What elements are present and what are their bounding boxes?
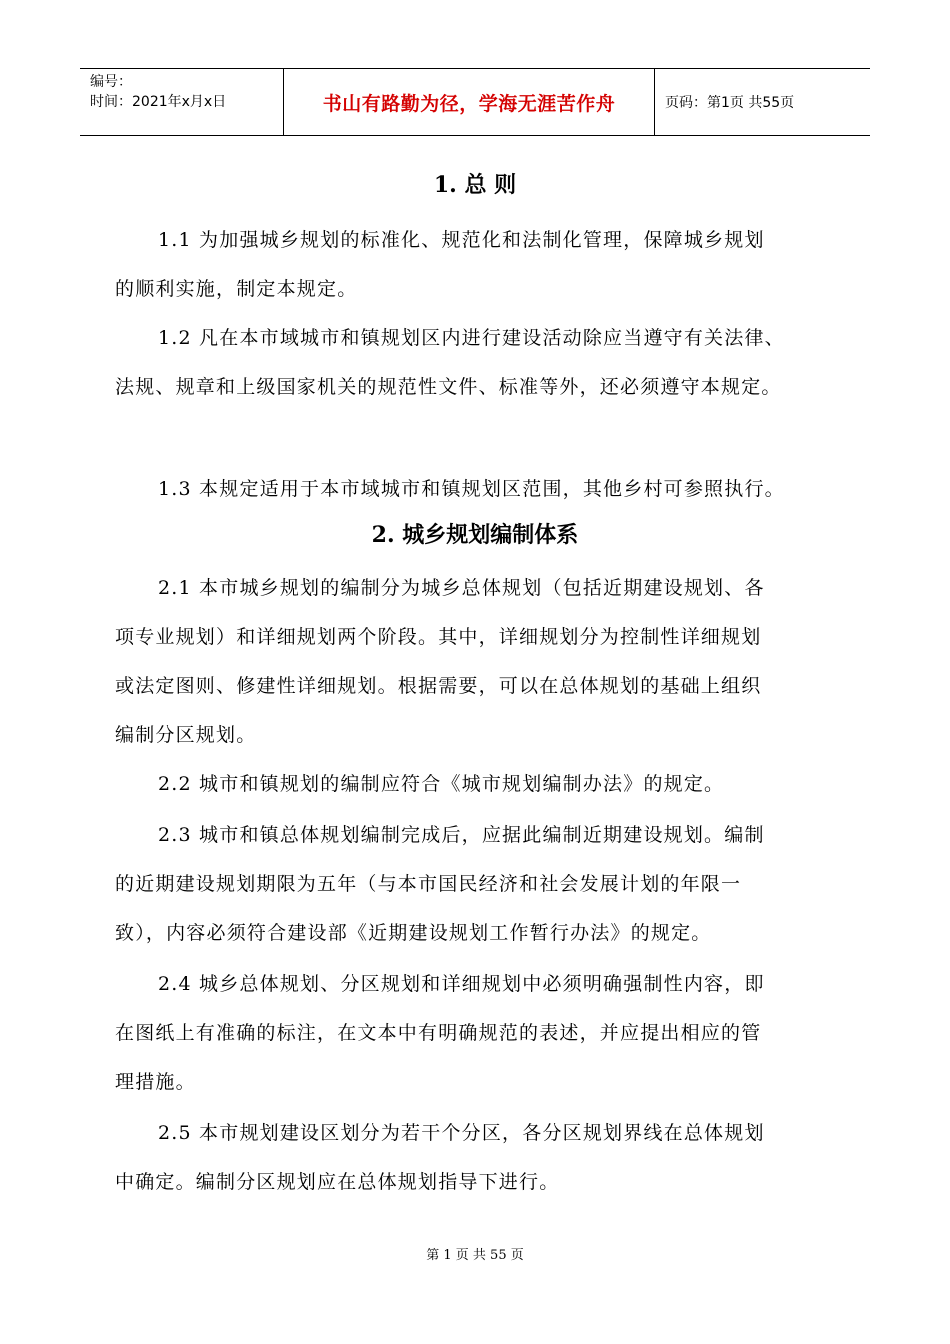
section-2-title: 2. 城乡规划编制体系 bbox=[371, 522, 579, 548]
paragraph-line: 项专业规划）和详细规划两个阶段。其中，详细规划分为控制性详细规划 bbox=[115, 626, 762, 648]
paragraph-line: 2.2 城市和镇规划的编制应符合《城市规划编制办法》的规定。 bbox=[158, 773, 725, 795]
section-1-title: 1. 总 则 bbox=[433, 172, 517, 198]
paragraph-line: 编制分区规划。 bbox=[115, 724, 257, 746]
paragraph-line: 1.2 凡在本市域城市和镇规划区内进行建设活动除应当遵守有关法律、 bbox=[158, 327, 785, 349]
date-label: 时间：2021年x月x日 bbox=[90, 94, 227, 110]
paragraph-line: 中确定。编制分区规划应在总体规划指导下进行。 bbox=[115, 1171, 560, 1193]
number-label: 编号： bbox=[90, 74, 132, 90]
paragraph-line: 或法定图则、修建性详细规划。根据需要，可以在总体规划的基础上组织 bbox=[115, 675, 762, 697]
paragraph-line: 2.5 本市规划建设区划分为若干个分区，各分区规划界线在总体规划 bbox=[158, 1122, 765, 1144]
header-motto-cell bbox=[283, 69, 655, 135]
paragraph-line: 2.1 本市城乡规划的编制分为城乡总体规划（包括近期建设规划、各 bbox=[158, 577, 765, 599]
paragraph-line: 的顺利实施，制定本规定。 bbox=[115, 278, 358, 300]
header-page-cell bbox=[655, 69, 870, 135]
header-meta bbox=[80, 69, 283, 135]
paragraph-line: 2.3 城市和镇总体规划编制完成后，应据此编制近期建设规划。编制 bbox=[158, 824, 765, 846]
paragraph-line: 理措施。 bbox=[115, 1071, 196, 1093]
paragraph-line: 在图纸上有准确的标注，在文本中有明确规范的表述，并应提出相应的管 bbox=[115, 1022, 762, 1044]
page-info: 页码：第1页 共55页 bbox=[665, 95, 795, 111]
paragraph-line: 2.4 城乡总体规划、分区规划和详细规划中必须明确强制性内容，即 bbox=[158, 973, 765, 995]
paragraph-line: 1.3 本规定适用于本市域城市和镇规划区范围，其他乡村可参照执行。 bbox=[158, 478, 785, 500]
page-footer: 第 1 页 共 55 页 bbox=[426, 1248, 524, 1263]
paragraph-line: 1.1 为加强城乡规划的标准化、规范化和法制化管理，保障城乡规划 bbox=[158, 229, 765, 251]
document-header bbox=[80, 68, 870, 136]
paragraph-line: 法规、规章和上级国家机关的规范性文件、标准等外，还必须遵守本规定。 bbox=[115, 376, 782, 398]
motto-text: 书山有路勤为径，学海无涯苦作舟 bbox=[322, 92, 616, 115]
paragraph-line: 致），内容必须符合建设部《近期建设规划工作暂行办法》的规定。 bbox=[115, 922, 712, 944]
paragraph-line: 的近期建设规划期限为五年（与本市国民经济和社会发展计划的年限一 bbox=[115, 873, 742, 895]
